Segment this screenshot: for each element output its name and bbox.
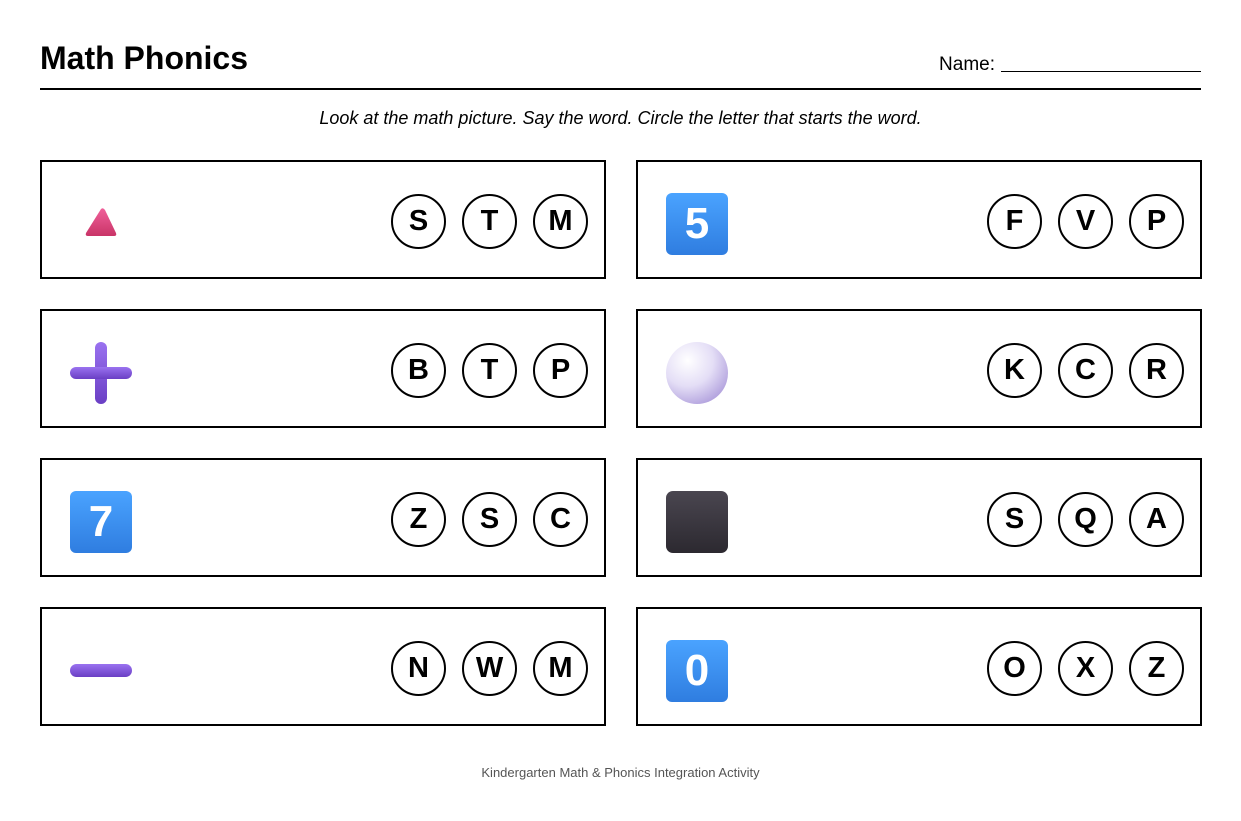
instructions-text: Look at the math picture. Say the word. Circle the letter that starts the word. xyxy=(319,108,922,128)
letter-choice[interactable]: Q xyxy=(1058,492,1113,547)
minus-icon xyxy=(68,638,134,704)
name-label: Name: xyxy=(939,54,995,75)
letter-choices xyxy=(391,194,588,249)
letter-choice[interactable]: B xyxy=(391,343,446,398)
triangle-icon xyxy=(68,191,134,257)
number-0-icon xyxy=(664,638,730,704)
square-icon xyxy=(664,489,730,555)
letter-choice[interactable]: F xyxy=(987,194,1042,249)
letter-choices xyxy=(391,492,588,547)
letter-choices xyxy=(987,492,1184,547)
svg-text:5: 5 xyxy=(684,199,710,248)
letter-choices xyxy=(987,343,1184,398)
letter-choice[interactable]: P xyxy=(1129,194,1184,249)
letter-choices xyxy=(987,194,1184,249)
exercise-card-sphere xyxy=(636,309,1202,428)
number-5-icon xyxy=(664,191,730,257)
letter-choice[interactable]: N xyxy=(391,641,446,696)
exercise-card-triangle xyxy=(40,160,606,279)
exercise-card-number-0 xyxy=(636,607,1202,726)
letter-choices xyxy=(391,641,588,696)
letter-choice[interactable]: T xyxy=(462,343,517,398)
letter-choice[interactable]: M xyxy=(533,194,588,249)
plus-icon xyxy=(68,340,134,406)
letter-choice[interactable]: M xyxy=(533,641,588,696)
letter-choice[interactable]: X xyxy=(1058,641,1113,696)
letter-choice[interactable]: P xyxy=(533,343,588,398)
letter-choice[interactable]: S xyxy=(987,492,1042,547)
letter-choice[interactable]: C xyxy=(1058,343,1113,398)
letter-choice[interactable]: R xyxy=(1129,343,1184,398)
page-title: Math Phonics xyxy=(40,40,249,76)
letter-choice[interactable]: W xyxy=(462,641,517,696)
letter-choices xyxy=(391,343,588,398)
svg-text:0: 0 xyxy=(684,646,710,695)
worksheet-header xyxy=(40,30,1201,90)
svg-text:7: 7 xyxy=(88,497,114,546)
exercise-card-plus xyxy=(40,309,606,428)
exercise-card-number-5 xyxy=(636,160,1202,279)
sphere-icon xyxy=(664,340,730,406)
exercise-card-minus xyxy=(40,607,606,726)
name-field-group xyxy=(939,54,1201,76)
letter-choice[interactable]: Z xyxy=(1129,641,1184,696)
letter-choice[interactable]: K xyxy=(987,343,1042,398)
letter-choice[interactable]: V xyxy=(1058,194,1113,249)
letter-choice[interactable]: A xyxy=(1129,492,1184,547)
letter-choices xyxy=(987,641,1184,696)
number-7-icon xyxy=(68,489,134,555)
letter-choice[interactable]: T xyxy=(462,194,517,249)
exercise-card-square xyxy=(636,458,1202,577)
letter-choice[interactable]: C xyxy=(533,492,588,547)
letter-choice[interactable]: S xyxy=(462,492,517,547)
footer-caption: Kindergarten Math & Phonics Integration Activity xyxy=(481,765,760,780)
exercise-card-number-7 xyxy=(40,458,606,577)
name-write-line[interactable] xyxy=(1001,70,1201,72)
letter-choice[interactable]: S xyxy=(391,194,446,249)
letter-choice[interactable]: O xyxy=(987,641,1042,696)
letter-choice[interactable]: Z xyxy=(391,492,446,547)
